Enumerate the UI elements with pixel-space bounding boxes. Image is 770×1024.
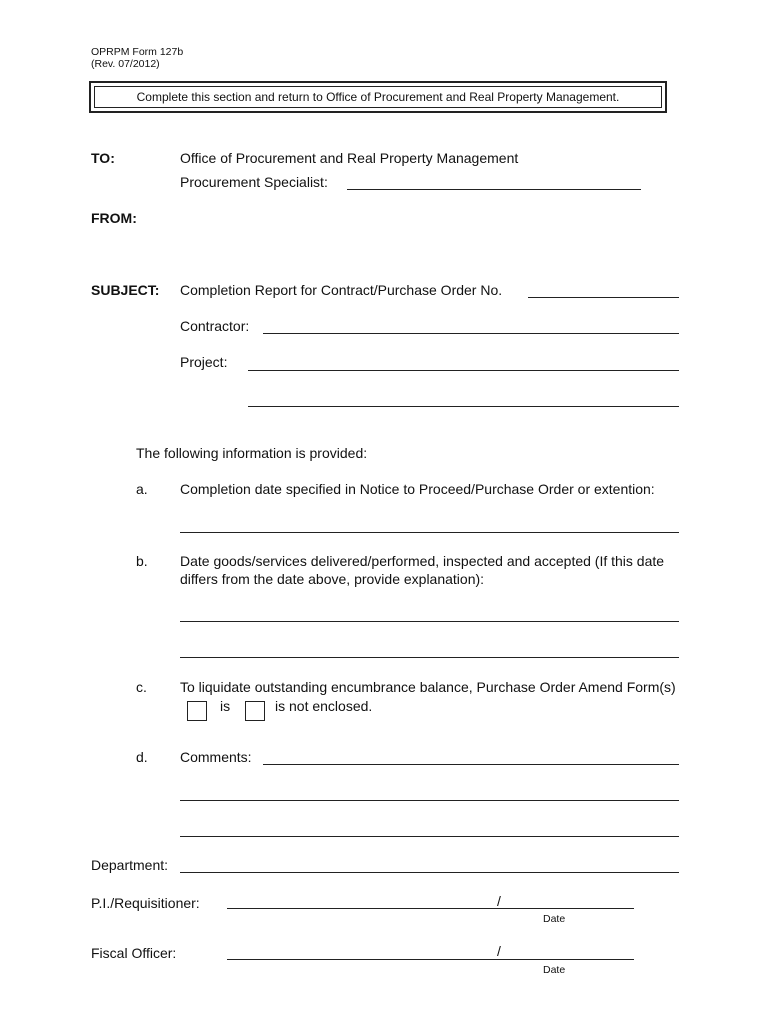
item-b-marker: b.	[136, 553, 148, 569]
requisitioner-signature-field[interactable]	[227, 908, 634, 909]
is-not-enclosed-label: is not enclosed.	[275, 698, 373, 714]
item-a-field[interactable]	[180, 532, 679, 533]
specialist-field[interactable]	[347, 189, 641, 190]
from-label: FROM:	[91, 210, 137, 226]
item-c-text: To liquidate outstanding encumbrance balance, Purchase Order Amend Form(s)	[180, 679, 676, 695]
is-enclosed-label: is	[220, 698, 231, 714]
item-b-field-line-2[interactable]	[180, 657, 679, 658]
comments-field-line-1[interactable]	[263, 764, 679, 765]
subject-label: SUBJECT:	[91, 282, 160, 298]
requisitioner-label: P.I./Requisitioner:	[91, 895, 200, 911]
item-a-marker: a.	[136, 481, 148, 497]
to-label: TO:	[91, 150, 115, 166]
fiscal-officer-label: Fiscal Officer:	[91, 945, 177, 961]
item-b-field-line-1[interactable]	[180, 621, 679, 622]
form-number: OPRPM Form 127b	[91, 46, 184, 58]
comments-label: Comments:	[180, 749, 252, 765]
instruction-banner-text: Complete this section and return to Office of Procurement and Real Property Management.	[94, 86, 662, 108]
to-office: Office of Procurement and Real Property Management	[180, 150, 519, 166]
fiscal-date-slash: /	[497, 943, 501, 959]
item-a-text: Completion date specified in Notice to Proceed/Purchase Order or extention:	[180, 481, 655, 497]
is-enclosed-checkbox[interactable]	[187, 701, 207, 721]
comments-field-line-3[interactable]	[180, 836, 679, 837]
requisitioner-date-slash: /	[497, 893, 501, 909]
contractor-field[interactable]	[263, 333, 679, 334]
item-b-text-line1: Date goods/services delivered/performed, inspected and accepted (If this date	[180, 553, 665, 569]
item-c-marker: c.	[136, 679, 147, 695]
is-not-enclosed-checkbox[interactable]	[245, 701, 265, 721]
comments-field-line-2[interactable]	[180, 800, 679, 801]
project-field-line-1[interactable]	[248, 370, 679, 371]
fiscal-officer-signature-field[interactable]	[227, 959, 634, 960]
contractor-label: Contractor:	[180, 318, 250, 334]
department-field[interactable]	[180, 872, 679, 873]
item-b-text-line2: differs from the date above, provide explanation):	[180, 571, 485, 587]
fiscal-date-label: Date	[543, 964, 566, 976]
info-intro: The following information is provided:	[136, 445, 368, 461]
po-number-field[interactable]	[528, 297, 679, 298]
instruction-banner	[89, 81, 667, 113]
form-revision: (Rev. 07/2012)	[91, 58, 160, 70]
requisitioner-date-label: Date	[543, 913, 566, 925]
item-d-marker: d.	[136, 749, 148, 765]
subject-text: Completion Report for Contract/Purchase Order No.	[180, 282, 503, 298]
specialist-label: Procurement Specialist:	[180, 174, 328, 190]
project-field-line-2[interactable]	[248, 406, 679, 407]
project-label: Project:	[180, 354, 228, 370]
department-label: Department:	[91, 857, 169, 873]
